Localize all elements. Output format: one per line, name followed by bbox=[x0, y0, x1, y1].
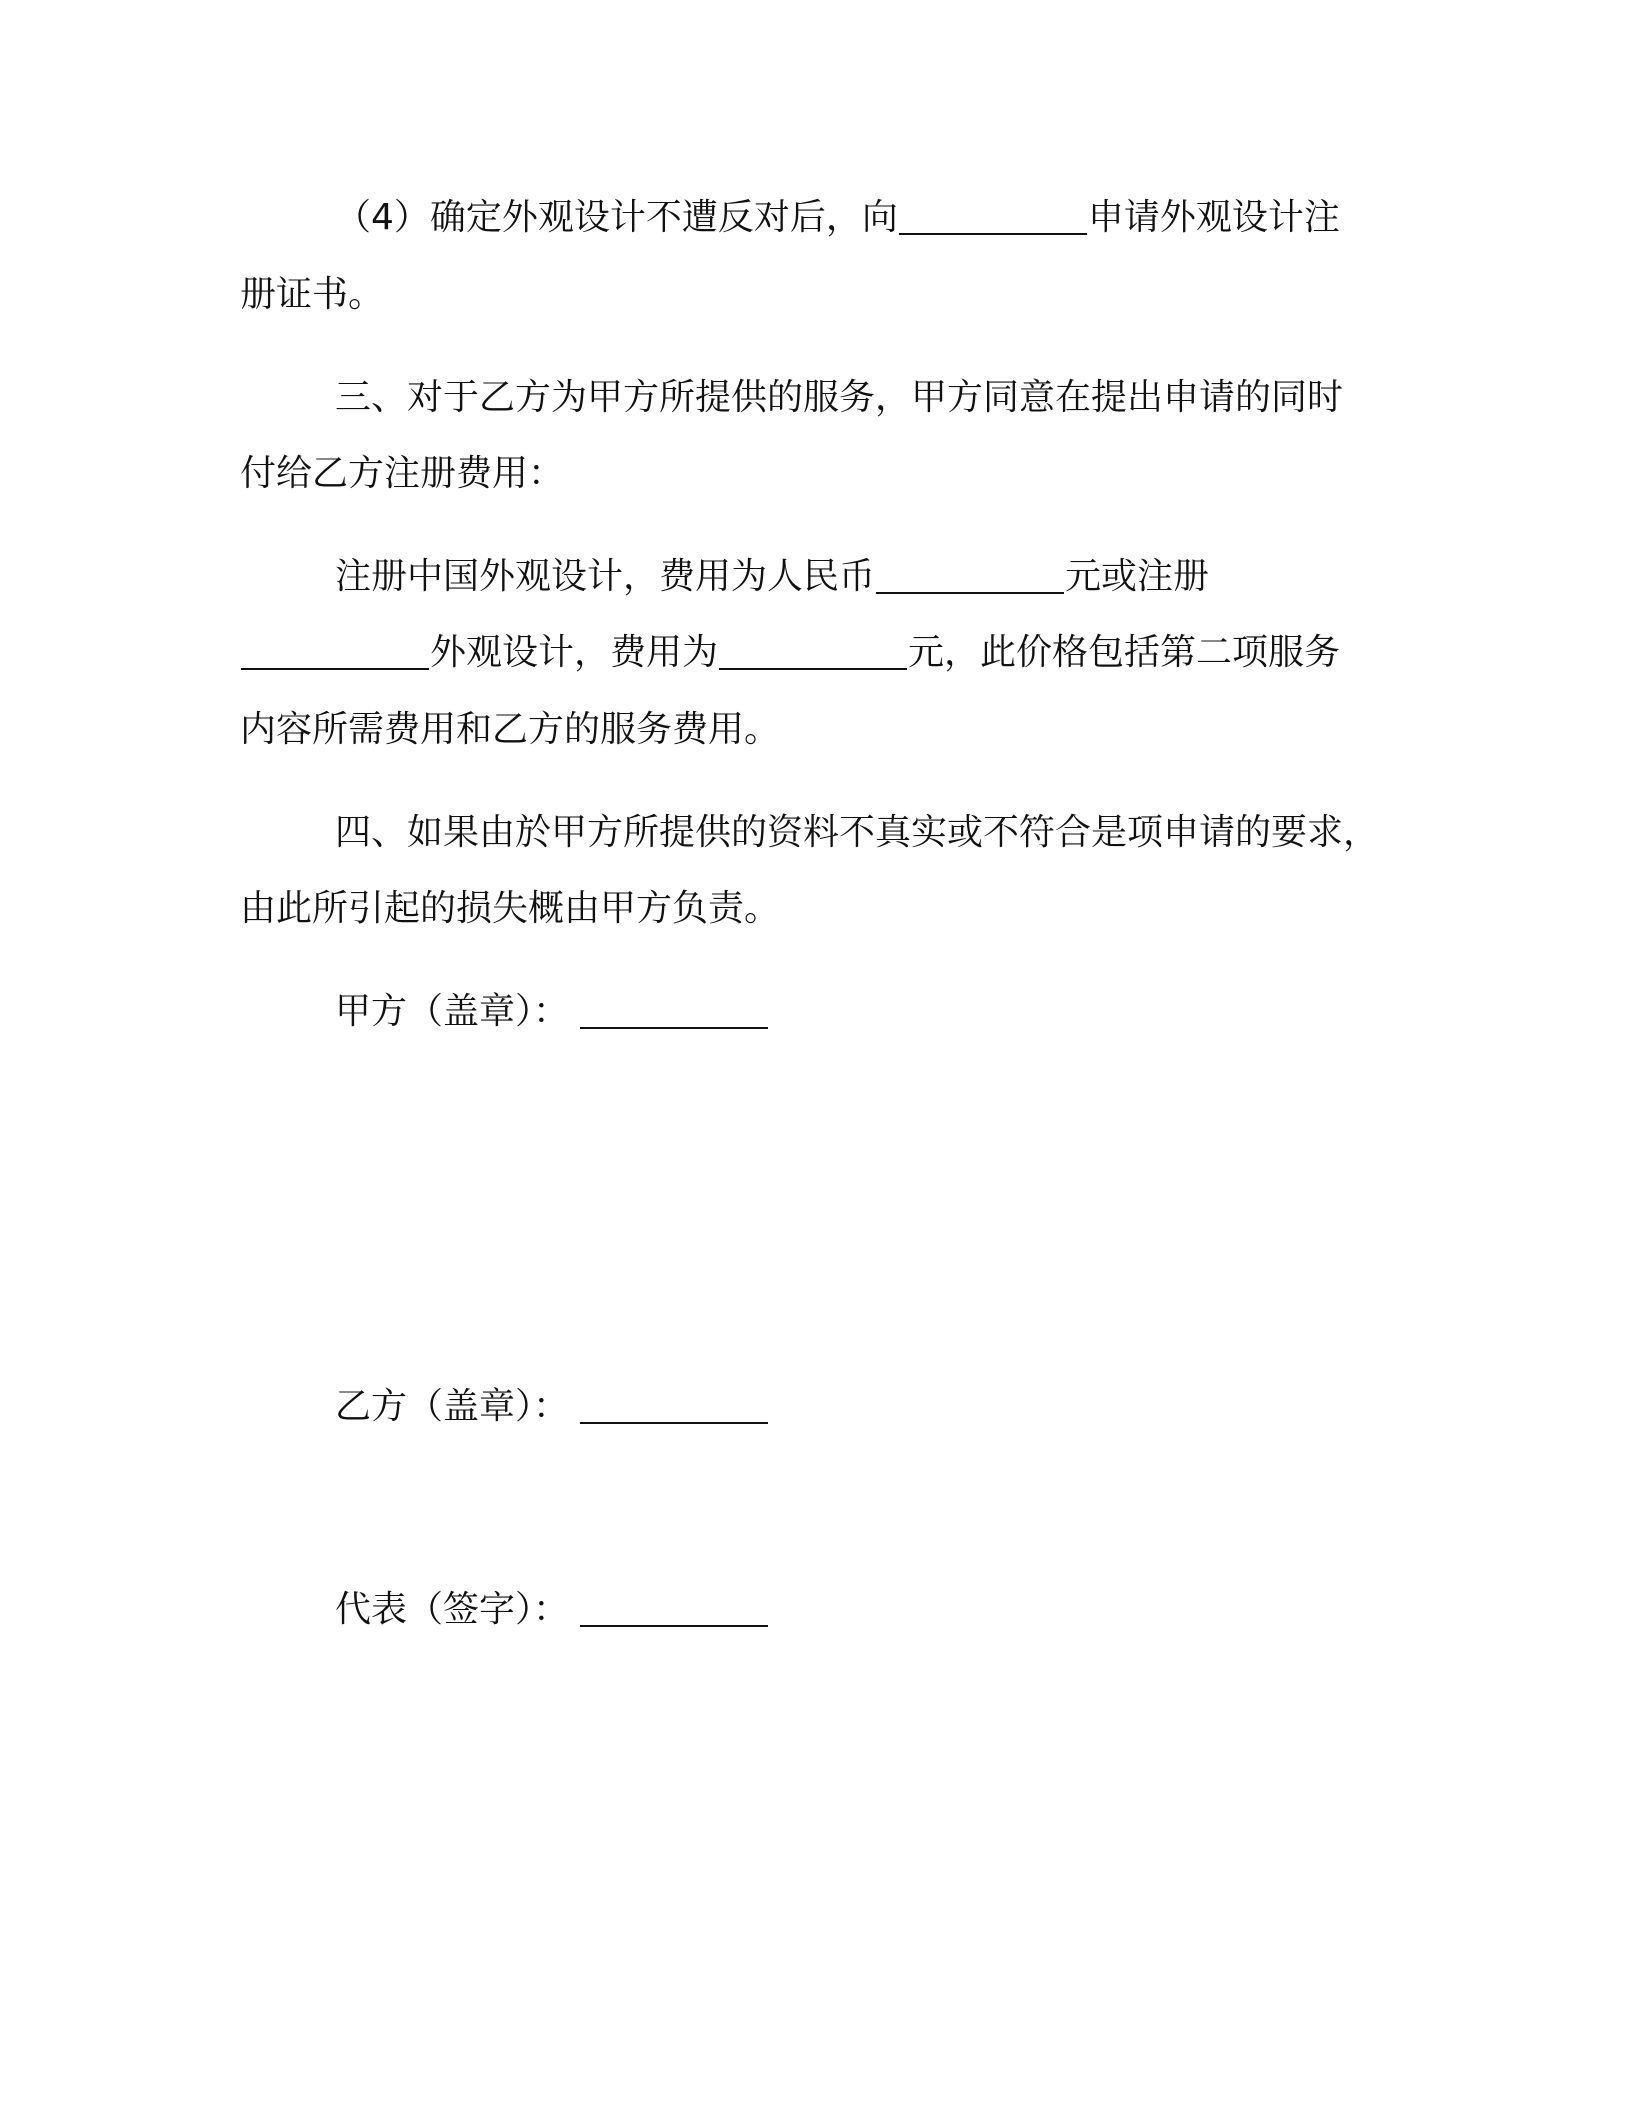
design-region-blank[interactable] bbox=[241, 632, 429, 670]
clause-4-text-b: 申请外观设计注 bbox=[1087, 197, 1340, 238]
fee-line-3: 内容所需费用和乙方的服务费用。 bbox=[240, 709, 781, 750]
fee-text-a: 注册中国外观设计，费用为人民币 bbox=[335, 556, 876, 597]
fee-line-1 bbox=[335, 553, 1209, 601]
design-fee-blank[interactable] bbox=[719, 632, 907, 670]
fee-text-b: 元或注册 bbox=[1065, 556, 1210, 597]
clause-4-line-1 bbox=[335, 194, 1340, 242]
section-4-line-2: 由此所引起的损失概由甲方负责。 bbox=[240, 888, 781, 929]
party-b-seal-line bbox=[335, 1383, 769, 1431]
clause-4-line-2: 册证书。 bbox=[240, 274, 385, 315]
fee-line-2 bbox=[240, 629, 1340, 677]
party-a-seal-label: 甲方（盖章）： bbox=[335, 991, 570, 1032]
section-3-line-2: 付给乙方注册费用： bbox=[240, 453, 565, 494]
fee-text-c: 外观设计，费用为 bbox=[430, 632, 719, 673]
party-a-seal-line bbox=[335, 988, 769, 1036]
section-4-line-1: 四、如果由於甲方所提供的资料不真实或不符合是项申请的要求， bbox=[335, 812, 1380, 853]
registry-office-blank[interactable] bbox=[899, 197, 1087, 235]
party-b-seal-blank[interactable] bbox=[580, 1386, 768, 1424]
clause-4-text-a: （4）确定外观设计不遭反对后，向 bbox=[335, 197, 898, 238]
rmb-amount-blank[interactable] bbox=[876, 556, 1064, 594]
representative-sign-blank[interactable] bbox=[580, 1589, 768, 1627]
section-3-line-1: 三、对于乙方为甲方所提供的服务，甲方同意在提出申请的同时 bbox=[335, 377, 1344, 418]
representative-sign-line bbox=[335, 1586, 769, 1634]
party-a-seal-blank[interactable] bbox=[580, 991, 768, 1029]
fee-text-d: 元，此价格包括第二项服务 bbox=[908, 632, 1341, 673]
party-b-seal-label: 乙方（盖章）： bbox=[335, 1386, 570, 1427]
representative-sign-label: 代表（签字）： bbox=[335, 1589, 570, 1630]
